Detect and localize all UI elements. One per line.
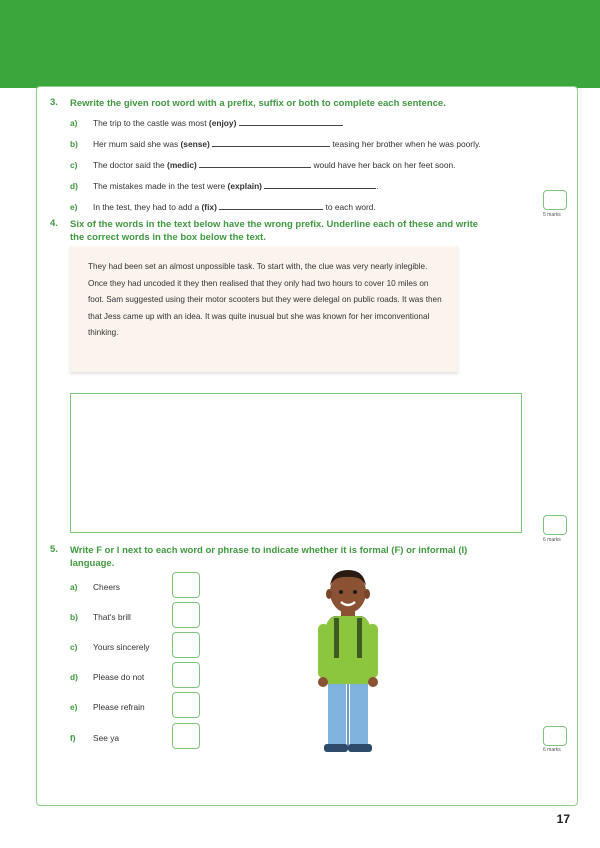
q5-item-c: Yours sincerely — [93, 642, 150, 652]
passage-text: They had been set an almost unpossible task. To start with, the clue was very nearly inlegible. Once they had uncoded it they then realised that they only had two hours to cover 10 miles on foot. Sam suggested using their motor scooters but they were delegal on public roads. It was then that Jess came up with an idea. It was quite inusual but she was known for her imconventional thinking. — [88, 262, 442, 338]
q5-marks-box[interactable] — [543, 726, 567, 746]
q5-item-e-letter: e) — [70, 702, 78, 712]
answer-line[interactable] — [264, 187, 376, 189]
q5-marks-label: 6 marks — [543, 747, 561, 753]
q4-marks-label: 6 marks — [543, 537, 561, 543]
q3-item-b-letter: b) — [70, 139, 78, 149]
q3-item-b: Her mum said she was (sense) teasing her brother when he was poorly. — [93, 139, 481, 149]
q5-item-e: Please refrain — [93, 702, 145, 712]
q5-item-f: See ya — [93, 733, 120, 743]
q5-item-d-letter: d) — [70, 672, 78, 682]
answer-line[interactable] — [239, 124, 343, 126]
q5-instruction: Write F or I next to each word or phrase to indicate whether it is formal (F) or informal (I) language. — [70, 545, 468, 569]
q5-answer-box-b[interactable] — [172, 602, 200, 628]
q3-item-c: The doctor said the (medic) would have her back on her feet soon. — [93, 160, 456, 170]
q4-instruction: Six of the words in the text below have the wrong prefix. Underline each of these and write the correct words in the box below the text. — [70, 219, 479, 243]
answer-line[interactable] — [219, 208, 323, 210]
q3-item-d-letter: d) — [70, 181, 78, 191]
q5-answer-box-e[interactable] — [172, 692, 200, 718]
q5-answer-box-f[interactable] — [172, 723, 200, 749]
q3-instruction: Rewrite the given root word with a prefix, suffix or both to complete each sentence. — [70, 98, 446, 109]
q5-item-a: Cheers — [93, 582, 120, 592]
q3-marks-box[interactable] — [543, 190, 567, 210]
q3-number: 3. — [50, 97, 58, 108]
q5-answer-box-a[interactable] — [172, 572, 200, 598]
q4-answer-box[interactable] — [70, 393, 522, 533]
q4-marks-box[interactable] — [543, 515, 567, 535]
q3-item-e: In the test, they had to add a (fix) to each word. — [93, 202, 376, 212]
q4-number: 4. — [50, 218, 58, 229]
passage-paper-card — [70, 246, 458, 372]
answer-line[interactable] — [212, 145, 330, 147]
q3-marks-label: 5 marks — [543, 212, 561, 218]
q5-item-d: Please do not — [93, 672, 145, 682]
q5-item-c-letter: c) — [70, 642, 78, 652]
answer-line[interactable] — [199, 166, 311, 168]
green-header-banner — [0, 0, 600, 88]
q5-answer-box-c[interactable] — [172, 632, 200, 658]
q3-item-a: The trip to the castle was most (enjoy) — [93, 118, 343, 128]
q5-item-b: That's brill — [93, 612, 131, 622]
q3-item-a-letter: a) — [70, 118, 78, 128]
boy-illustration — [312, 566, 384, 754]
q3-item-d: The mistakes made in the test were (explain) . — [93, 181, 379, 191]
page-number: 17 — [556, 812, 570, 826]
q5-item-a-letter: a) — [70, 582, 78, 592]
q5-number: 5. — [50, 544, 58, 555]
q5-item-b-letter: b) — [70, 612, 78, 622]
q5-answer-box-d[interactable] — [172, 662, 200, 688]
q3-item-c-letter: c) — [70, 160, 78, 170]
q5-item-f-letter: f) — [70, 733, 76, 743]
q3-item-e-letter: e) — [70, 202, 78, 212]
